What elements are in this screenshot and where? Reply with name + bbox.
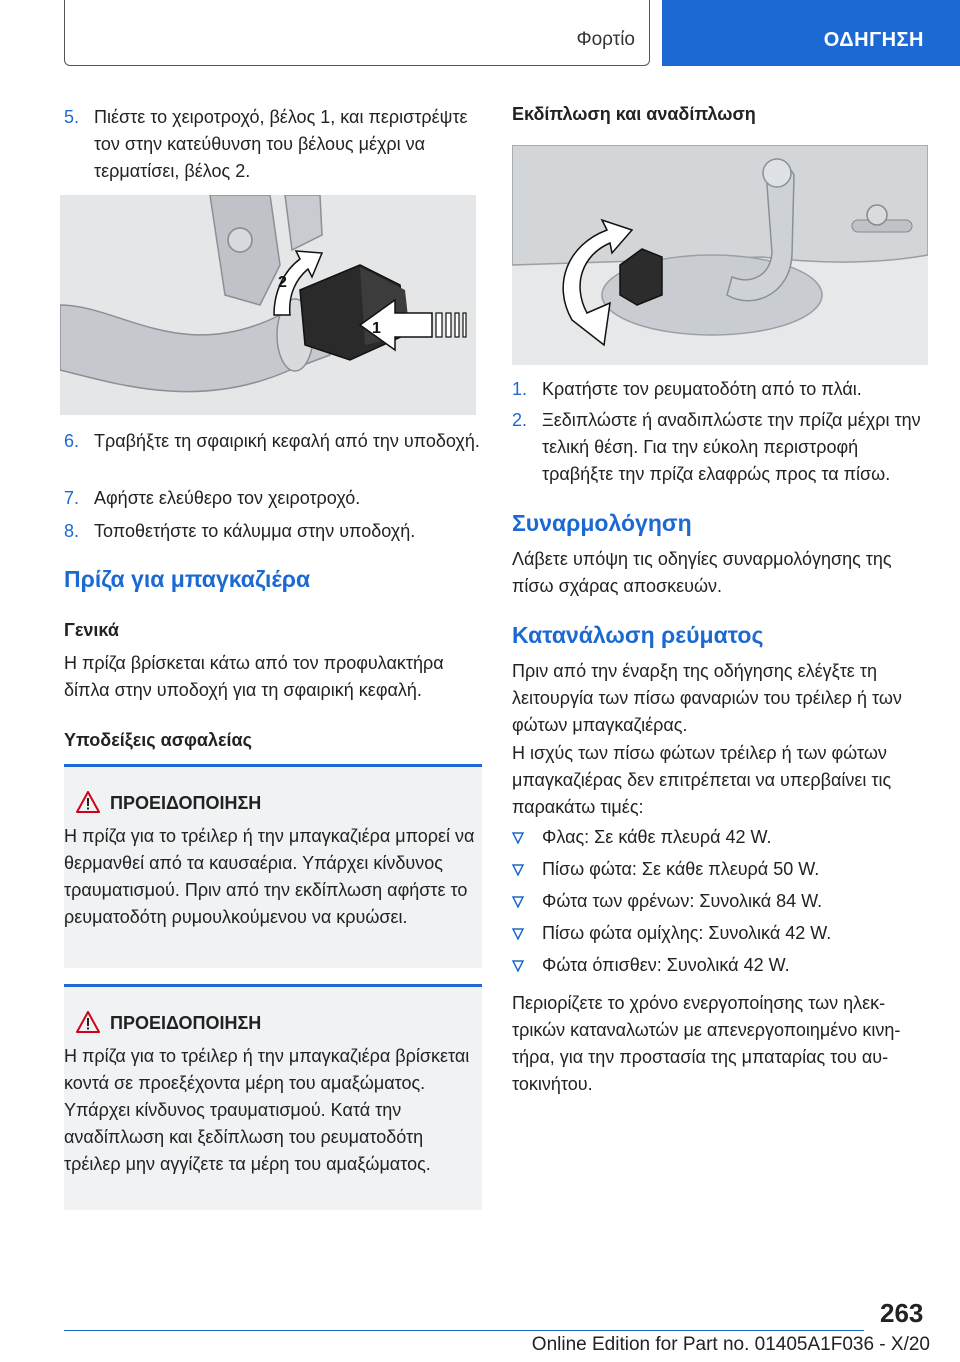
figure-fold-socket <box>512 145 928 365</box>
fold-socket-illustration <box>512 145 928 365</box>
warning-box-2 <box>64 984 482 1210</box>
safety-title: Υποδείξεις ασφαλείας <box>64 730 252 750</box>
step-text: Τοποθετήστε το κάλυμμα στην υποδοχή. <box>94 521 416 541</box>
header-chapter-tab: ΟΔΗΓΗΣΗ <box>662 0 960 66</box>
warning-title: ΠΡΟΕΙΔΟΠΟΙΗΣΗ <box>110 793 262 813</box>
step-number: 8. <box>64 521 80 541</box>
bullet-text: Φώτα όπισθεν: Συνολικά 42 W. <box>542 955 790 975</box>
subsection-title-fold: Εκδίπλωση και αναδίπλωση <box>512 104 756 124</box>
assembly-text: Λάβετε υπόψη τις οδηγίες συναρμολόγησης της πίσω σχάρας αποσκευών. <box>512 549 892 596</box>
step-text: Κρατήστε τον ρευματοδότη από το πλάι. <box>542 379 862 399</box>
section-title-socket: Πρίζα για μπαγκαζιέρα <box>64 566 311 592</box>
footer-edition: Online Edition for Part no. 01405A1F036 - X/20 <box>531 1334 930 1355</box>
power-text-2: Η ισχύς των πίσω φώτων τρέιλερ ή των φώτων μπαγκαζιέρας δεν επιτρέπεται να υπερβαίνει τις παρακάτω τιμές: <box>512 743 892 817</box>
closing-text: Περιορίζετε το χρόνο ενεργοποίησης των ηλεκτρικών καταναλωτών με απενεργοποιημένο κινητήρα, για την προστασία της μπαταρίας του αυτοκινήτου. <box>512 993 901 1094</box>
triangle-bullet-icon <box>512 832 524 844</box>
bullet-text: Φλας: Σε κάθε πλευρά 42 W. <box>542 827 772 847</box>
handwheel-illustration <box>60 195 476 415</box>
triangle-bullet-icon <box>512 864 524 876</box>
step-text: Αφήστε ελεύθερο τον χειροτροχό. <box>94 488 361 508</box>
general-title: Γενικά <box>64 620 119 640</box>
step-number: 2. <box>512 410 528 430</box>
triangle-bullet-icon <box>512 896 524 908</box>
step-text: Τραβήξτε τη σφαιρική κεφαλή από την υποδοχή. <box>94 431 480 451</box>
header-section-title: Φορτίο <box>576 29 635 50</box>
section-title-power: Κατανάλωση ρεύματος <box>512 622 764 648</box>
warning-triangle-icon <box>76 791 100 813</box>
triangle-bullet-icon <box>512 960 524 972</box>
section-title-assembly: Συναρμολόγηση <box>512 510 692 536</box>
power-text-1: Πριν από την έναρξη της οδήγησης ελέγξτε τη λειτουργία των πίσω φαναριών του τρέιλερ ή των φώτων μπαγκαζιέρας. <box>512 661 902 735</box>
label-1: 1 <box>372 320 381 337</box>
step-number: 5. <box>64 107 80 127</box>
footer-divider <box>64 1330 864 1331</box>
warning-text: Η πρίζα για το τρέιλερ ή την μπαγκαζιέρα βρίσκεται κοντά σε προεξέχοντα μέρη του αμαξώματος. Υπάρχει κίνδυνος τραυματισμού. Κατά την αναδίπλωση και ξεδίπλωση του ρευματοδότη τρέιλερ μην αγγίζετε τα μέρη του αμαξώματος. <box>64 1046 470 1174</box>
header-frame <box>64 0 650 66</box>
warning-text: Η πρίζα για το τρέιλερ ή την μπαγκαζιέρα μπορεί να θερμανθεί από τα καυσαέρια. Υπάρχει κίνδυνος τραυματισμού. Πριν από την εκδίπλωση αφήστε το ρευματοδότη ρυμουλκούμενου να κρυώσει. <box>64 826 475 927</box>
warning-box-1 <box>64 764 482 968</box>
general-text: Η πρίζα βρίσκεται κάτω από τον προφυλακτήρα δίπλα στην υποδοχή για τη σφαιρική κεφαλή. <box>64 653 444 700</box>
bullet-text: Πίσω φώτα ομίχλης: Συνολικά 42 W. <box>542 923 832 943</box>
triangle-bullet-icon <box>512 928 524 940</box>
bullet-text: Φώτα των φρένων: Συνολικά 84 W. <box>542 891 823 911</box>
label-2: 2 <box>278 274 287 291</box>
figure-handwheel <box>60 195 476 415</box>
bullet-text: Πίσω φώτα: Σε κάθε πλευρά 50 W. <box>542 859 820 879</box>
step-text: Πιέστε το χειροτροχό, βέλος 1, και περιστρέψτε τον στην κατεύθυνση του βέλους μέχρι να τερματίσει, βέλος 2. <box>94 107 468 181</box>
step-number: 7. <box>64 488 80 508</box>
warning-title: ΠΡΟΕΙΔΟΠΟΙΗΣΗ <box>110 1013 262 1033</box>
step-number: 1. <box>512 379 528 399</box>
step-text: Ξεδιπλώστε ή αναδιπλώστε την πρίζα μέχρι την τελική θέση. Για την εύκολη περιστροφή τραβήξτε την πρίζα ελαφρώς προς τα πίσω. <box>542 410 921 484</box>
page-number: 263 <box>880 1298 924 1328</box>
step-number: 6. <box>64 431 80 451</box>
warning-triangle-icon <box>76 1011 100 1033</box>
